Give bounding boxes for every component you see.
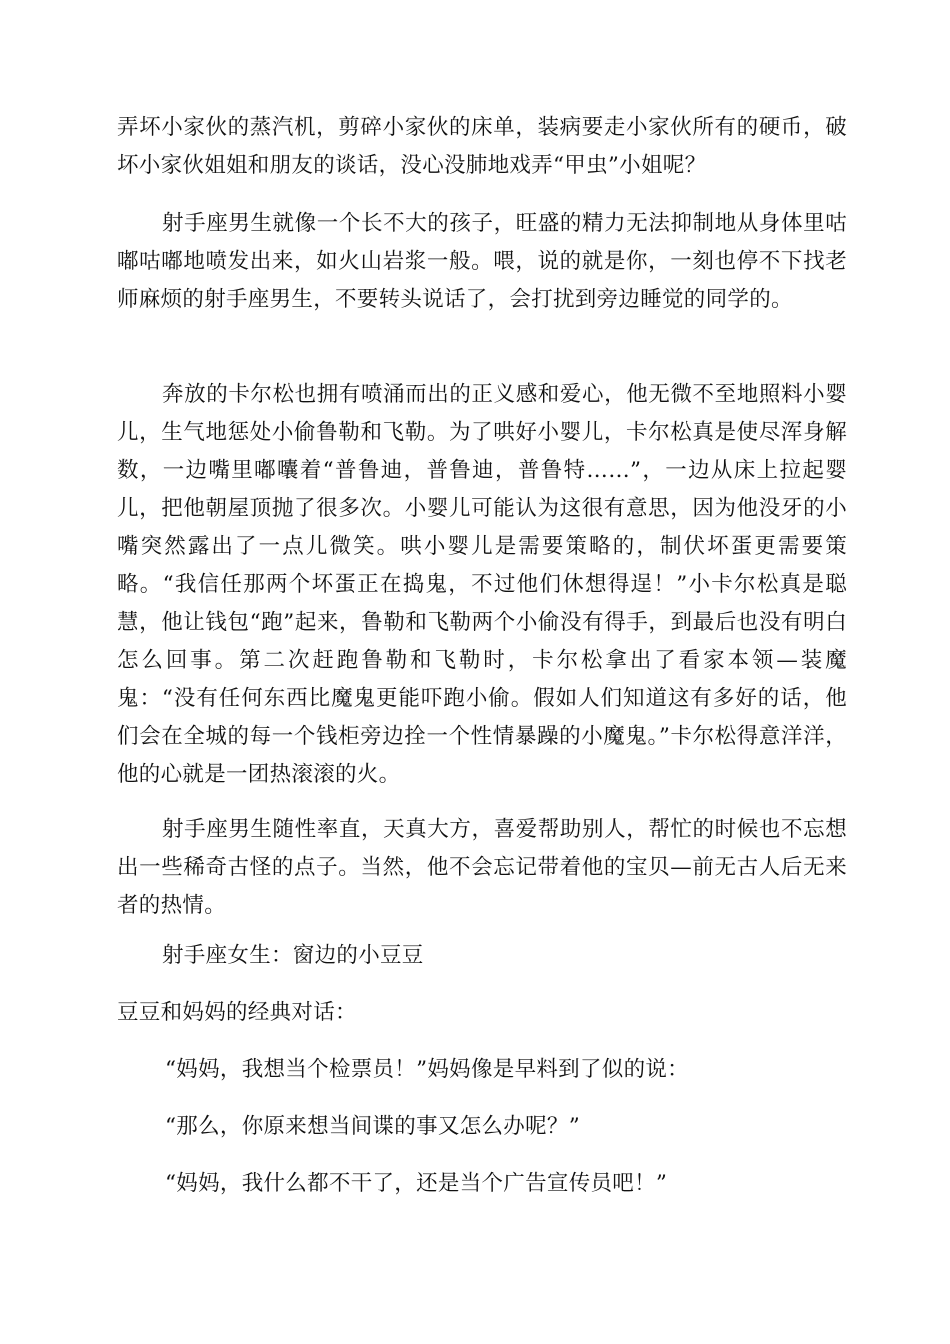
section-heading: 射手座女生：窗边的小豆豆 bbox=[162, 943, 424, 968]
dialogue-line-2: “那么，你原来想当间谍的事又怎么办呢？” bbox=[165, 1114, 580, 1139]
paragraph-intro: 豆豆和妈妈的经典对话： bbox=[117, 1000, 357, 1025]
paragraph-4: 射手座男生随性率直，天真大方，喜爱帮助别人，帮忙的时候也不忘想出一些稀奇古怪的点子。当然，他不会忘记带着他的宝贝—前无古人后无来者的热情。 bbox=[117, 817, 847, 918]
dialogue-line-1: “妈妈，我想当个检票员！”妈妈像是早料到了似的说： bbox=[165, 1057, 689, 1082]
paragraph-1: 弄坏小家伙的蒸汽机，剪碎小家伙的床单，装病要走小家伙所有的硬币，破坏小家伙姐姐和朋友的谈话，没心没肺地戏弄“甲虫”小姐呢？ bbox=[117, 115, 847, 178]
paragraph-3: 奔放的卡尔松也拥有喷涌而出的正义感和爱心，他无微不至地照料小婴儿，生气地惩处小偷鲁勒和飞勒。为了哄好小婴儿，卡尔松真是使尽浑身解数，一边嘴里嘟囔着“普鲁迪，普鲁迪，普鲁特……”，一边从床上拉起婴儿，把他朝屋顶抛了很多次。小婴儿可能认为这很有意思，因为他没牙的小嘴突然露出了一点儿微笑。哄小婴儿是需要策略的，制伏坏蛋更需要策略。“我信任那两个坏蛋正在捣鬼，不过他们休想得逞！”小卡尔松真是聪慧，他让钱包“跑”起来，鲁勒和飞勒两个小偷没有得手，到最后也没有明白怎么回事。第二次赶跑鲁勒和飞勒时，卡尔松拿出了看家本领—装魔鬼：“没有任何东西比魔鬼更能吓跑小偷。假如人们知道这有多好的话，他们会在全城的每一个钱柜旁边拴一个性情暴躁的小魔鬼。”卡尔松得意洋洋，他的心就是一团热滚滚的火。 bbox=[117, 382, 847, 787]
dialogue-line-3: “妈妈，我什么都不干了，还是当个广告宣传员吧！” bbox=[165, 1171, 668, 1196]
paragraph-2: 射手座男生就像一个长不大的孩子，旺盛的精力无法抑制地从身体里咕嘟咕嘟地喷发出来，如火山岩浆一般。喂，说的就是你，一刻也停不下找老师麻烦的射手座男生，不要转头说话了，会打扰到旁边睡觉的同学的。 bbox=[117, 211, 847, 312]
